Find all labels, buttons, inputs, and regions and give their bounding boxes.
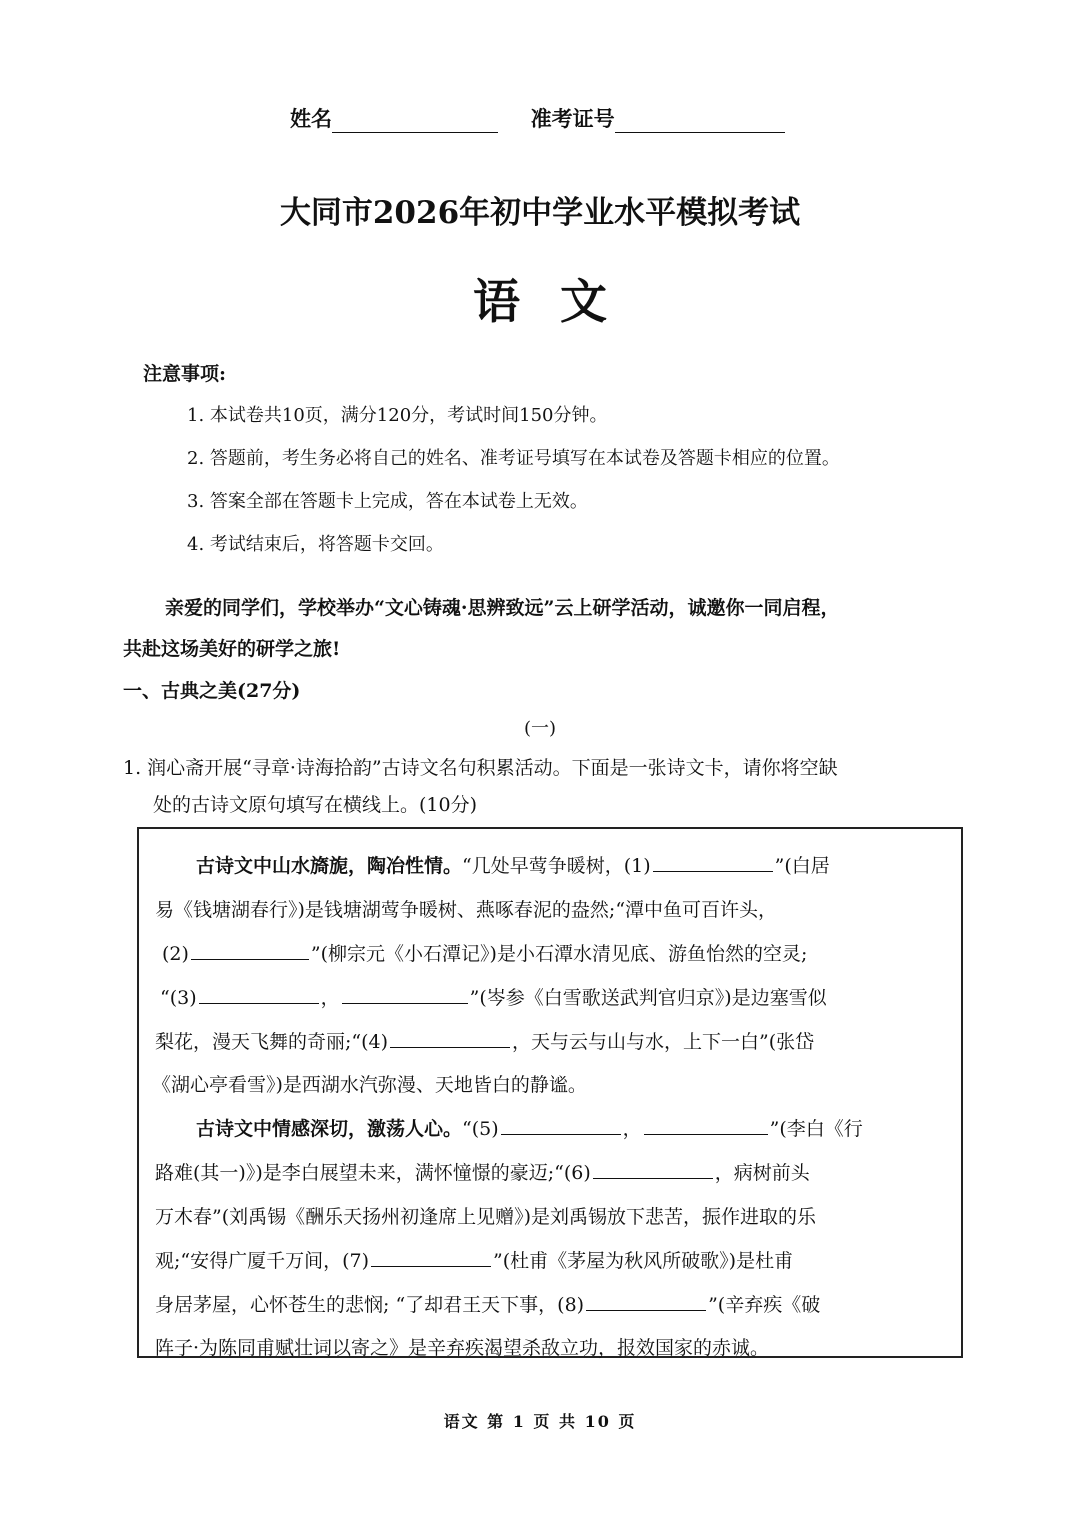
card-line: 身居茅屋，心怀苍生的悲悯; “了却君王天下事，(8) ”(辛弃疾《破: [155, 1294, 821, 1316]
card-line: 易《钱塘湖春行》)是钱塘湖莺争暖树、燕啄春泥的盎然;“潭中鱼可百许头，: [155, 899, 778, 921]
answer-blank-3a[interactable]: [199, 985, 319, 1004]
card-line: 梨花，漫天飞舞的奇丽;“(4) ，天与云与山与水，上下一白”(张岱: [155, 1031, 815, 1053]
card-para-1-lead: 古诗文中山水旖旎，陶冶性情。: [196, 855, 463, 877]
card-line: (2) ”(柳宗元《小石潭记》)是小石潭水清见底、游鱼怡然的空灵;: [162, 943, 808, 965]
notice-item: 4. 考试结束后，将答题卡交回。: [187, 534, 444, 555]
answer-blank-3b[interactable]: [342, 985, 468, 1004]
exam-id-blank[interactable]: [615, 110, 785, 133]
answer-blank-7[interactable]: [371, 1248, 491, 1267]
answer-blank-5a[interactable]: [501, 1116, 621, 1135]
exam-id-label: 准考证号: [530, 106, 615, 131]
card-line: “(3) ， ”(岑参《白雪歌送武判官归京》)是边塞雪似: [160, 987, 827, 1009]
intro-line-2: 共赴这场美好的研学之旅!: [123, 638, 341, 660]
answer-blank-8[interactable]: [586, 1292, 706, 1311]
section-title: 一、古典之美(27分): [123, 680, 301, 702]
subsection-title: (一): [523, 718, 557, 739]
question-1-line-2: 处的古诗文原句填写在横线上。(10分): [153, 794, 478, 816]
answer-blank-1[interactable]: [653, 853, 773, 872]
question-1-line-1: 1. 润心斋开展“寻章·诗海拾韵”古诗文名句积累活动。下面是一张诗文卡，请你将空缺: [123, 757, 838, 779]
notice-item: 3. 答案全部在答题卡上完成，答在本试卷上无效。: [187, 491, 588, 512]
notice-item: 2. 答题前，考生务必将自己的姓名、准考证号填写在本试卷及答题卡相应的位置。: [187, 448, 840, 469]
card-line: 《湖心亭看雪》)是西湖水汽弥漫、天地皆白的静谧。: [152, 1074, 587, 1096]
notice-item: 1. 本试卷共10页，满分120分，考试时间150分钟。: [187, 405, 608, 426]
intro-line-1: 亲爱的同学们，学校举办“文心铸魂·思辨致远”云上研学活动，诚邀你一同启程，: [165, 597, 840, 619]
card-line: 阵子·为陈同甫赋壮词以寄之》是辛弃疾渴望杀敌立功，报效国家的赤诚。: [155, 1337, 770, 1359]
answer-blank-2[interactable]: [191, 941, 309, 960]
card-line: 古诗文中情感深切，激荡人心。“(5) ， ”(李白《行: [196, 1118, 863, 1140]
card-line: 万木春”(刘禹锡《酬乐天扬州初逢席上见赠》)是刘禹锡放下悲苦，振作进取的乐: [155, 1206, 817, 1228]
candidate-info-line: [290, 103, 785, 133]
exam-title: 大同市2026年初中学业水平模拟考试: [279, 195, 801, 231]
answer-blank-4[interactable]: [390, 1029, 510, 1048]
name-label: 姓名: [290, 106, 332, 131]
card-para-2-lead: 古诗文中情感深切，激荡人心。: [196, 1118, 463, 1140]
card-line: 路难(其一)》)是李白展望未来，满怀憧憬的豪迈;“(6) ，病树前头: [155, 1162, 810, 1184]
answer-blank-6[interactable]: [593, 1160, 713, 1179]
card-line: 观;“安得广厦千万间，(7) ”(杜甫《茅屋为秋风所破歌》)是杜甫: [155, 1250, 794, 1272]
notice-title: 注意事项:: [143, 363, 227, 385]
page-footer: 语文 第 1 页 共 10 页: [443, 1412, 637, 1431]
subject-title: 语文: [473, 275, 647, 330]
card-line: 古诗文中山水旖旎，陶冶性情。“几处早莺争暖树，(1) ”(白居: [196, 855, 830, 877]
answer-blank-5b[interactable]: [644, 1116, 768, 1135]
name-blank[interactable]: [332, 110, 498, 133]
